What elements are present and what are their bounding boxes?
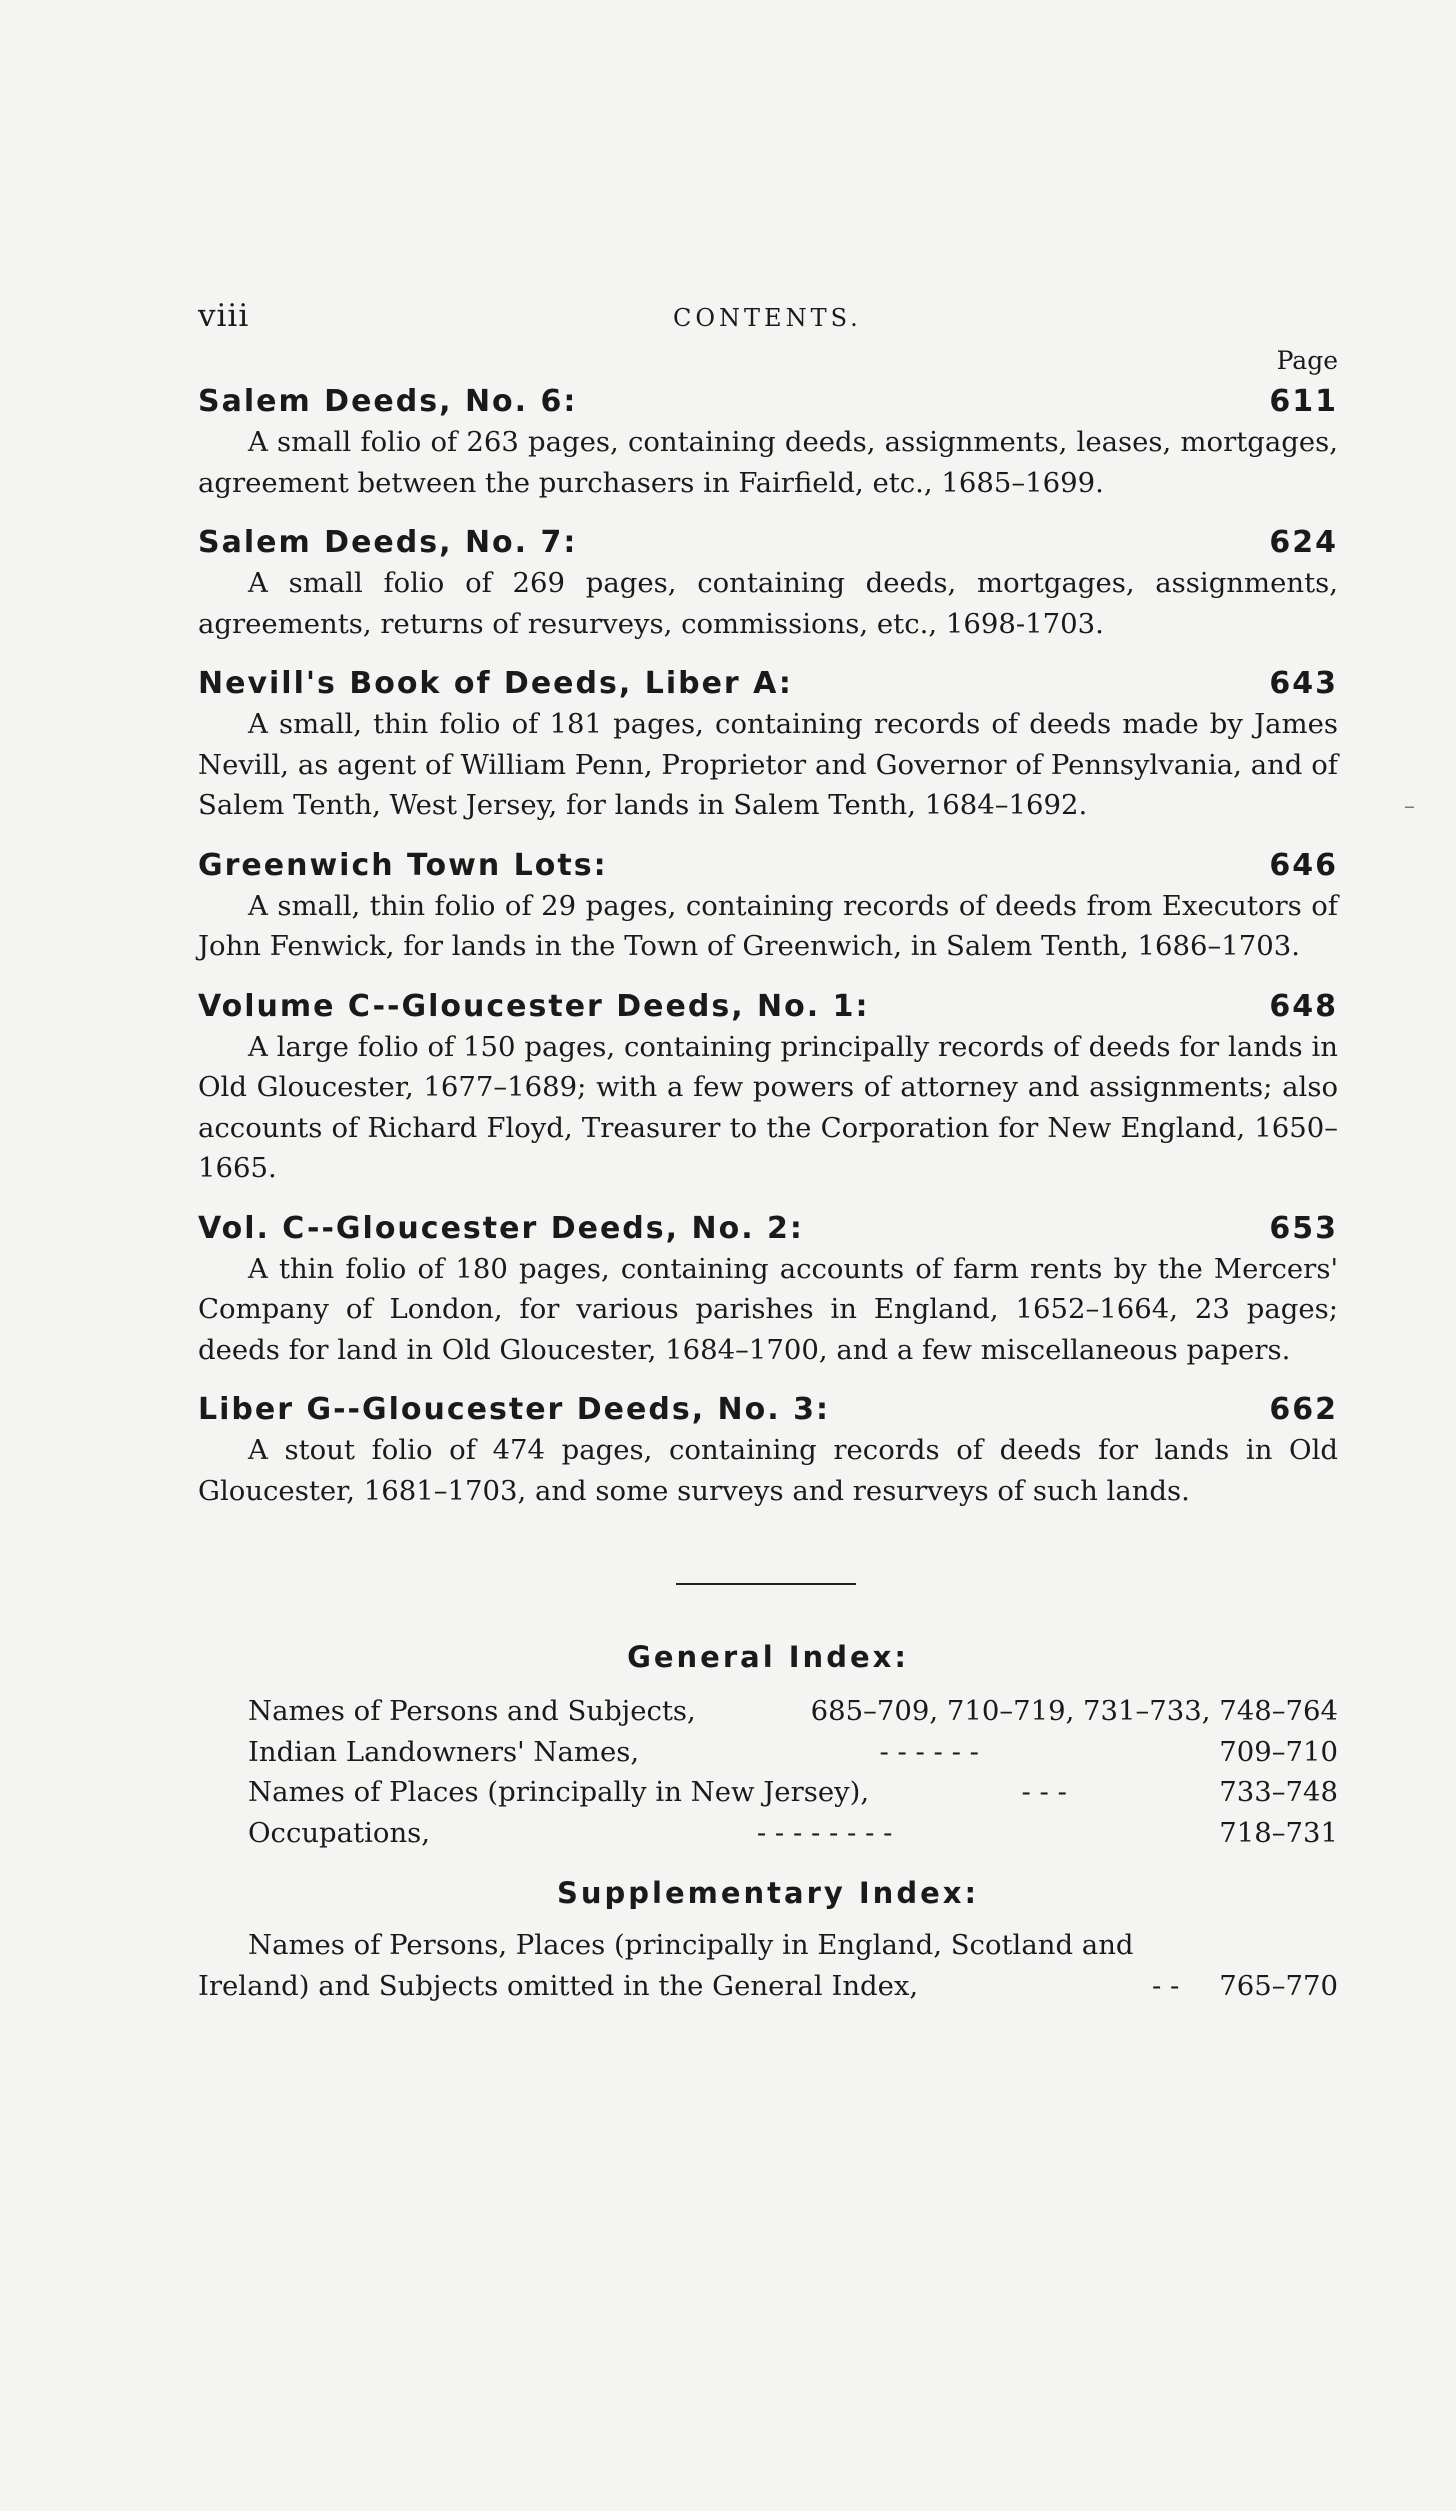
entry-page-number: 646 (1269, 847, 1338, 883)
contents-page (198, 298, 1338, 2006)
entry-page-number: 662 (1269, 1392, 1338, 1427)
supplementary-index-last-line (198, 1966, 1338, 2007)
supplementary-index-dashes: - - (1151, 1969, 1180, 2002)
contents-entries (198, 382, 1338, 1511)
entry-title: Nevill's Book of Deeds, Liber A: (198, 666, 793, 701)
contents-entry (198, 382, 1338, 503)
entry-page-number: 643 (1269, 666, 1338, 701)
entry-heading (198, 987, 1338, 1027)
entry-title: Salem Deeds, No. 7: (198, 525, 578, 560)
general-index-list (198, 1691, 1338, 1853)
index-row-dashes: - - - - - - (879, 1735, 979, 1768)
general-index-title: General Index: (627, 1640, 909, 1674)
entry-page-number: 624 (1269, 525, 1338, 560)
supplementary-index-pages: 765–770 (1219, 1969, 1338, 2002)
index-row-pages: 685–709, 710–719, 731–733, 748–764 (810, 1695, 1338, 1727)
index-row-dashes: - - - - - - - - (756, 1816, 893, 1849)
entry-description: A small, thin folio of 29 pages, containing records of deeds from Executors of John Fenwick, for lands in the Town of Greenwich, in Salem Tenth, 1686–1703. (198, 889, 1338, 962)
entry-title: Vol. C--Gloucester Deeds, No. 2: (198, 1210, 804, 1246)
entry-title: Greenwich Town Lots: (198, 847, 608, 883)
entry-title: Salem Deeds, No. 6: (198, 384, 578, 419)
index-row (248, 1813, 1338, 1854)
index-row-dashes (696, 1691, 811, 1732)
entry-page-number: 611 (1269, 384, 1338, 419)
index-row-pages: 733–748 (1219, 1776, 1338, 1808)
entry-description: A stout folio of 474 pages, containing records of deeds for lands in Old Gloucester, 1681–1703, and some surveys and resurveys of such lands. (198, 1434, 1338, 1507)
entry-description: A small, thin folio of 181 pages, containing records of deeds made by James Nevill, as agent of William Penn, Proprietor and Governor of Pennsylvania, and of Salem Tenth, West Jersey, for lands in Salem Tenth, 1684–1692. (198, 708, 1338, 821)
page-column-label: Page (1276, 346, 1338, 375)
entry-description: A small folio of 269 pages, containing deeds, mortgages, assignments, agreements, returns of resurveys, commissions, etc., 1698-1703. (198, 567, 1338, 640)
entry-title: Volume C--Gloucester Deeds, No. 1: (198, 988, 870, 1024)
entry-heading (198, 664, 1338, 704)
index-row (248, 1772, 1338, 1813)
index-row (248, 1691, 1338, 1732)
page-title: CONTENTS. (673, 304, 862, 332)
index-row-label: Indian Landowners' Names, (248, 1735, 640, 1768)
index-row-pages: 709–710 (1219, 1735, 1338, 1768)
entry-description: A large folio of 150 pages, containing principally records of deeds for lands in Old Gloucester, 1677–1689; with a few powers of attorney and assignments; also accounts of Richard Floyd, Treasurer to the Corporation for New England, 1650–1665. (198, 1030, 1338, 1184)
contents-entry (198, 1209, 1338, 1371)
entry-heading (198, 1390, 1338, 1430)
entry-page-number: 648 (1269, 988, 1338, 1024)
running-header (198, 298, 1338, 346)
supplementary-index-text-line1: Names of Persons, Places (principally in England, Scotland and (248, 1929, 1134, 1961)
entry-page-number: 653 (1269, 1210, 1338, 1246)
entry-description: A small folio of 263 pages, containing deeds, assignments, leases, mortgages, agreement between the purchasers in Fairfield, etc., 1685–1699. (198, 426, 1338, 499)
contents-entry (198, 523, 1338, 644)
contents-entry (198, 987, 1338, 1189)
index-row (248, 1732, 1338, 1773)
supplementary-index-text-line2: Ireland) and Subjects omitted in the General Index, (198, 1969, 919, 2002)
entry-description: A thin folio of 180 pages, containing accounts of farm rents by the Mercers' Company of London, for various parishes in England, 1652–1664, 23 pages; deeds for land in Old Gloucester, 1684–1700, and a few miscellaneous papers. (198, 1252, 1338, 1366)
entry-title: Liber G--Gloucester Deeds, No. 3: (198, 1392, 830, 1427)
index-row-label: Names of Places (principally in New Jersey), (248, 1776, 870, 1808)
entry-heading (198, 523, 1338, 563)
section-divider (676, 1583, 856, 1585)
margin-mark: – (1404, 794, 1415, 819)
contents-entry (198, 1390, 1338, 1511)
index-row-dashes: - - - (1021, 1776, 1067, 1808)
index-row-label: Occupations, (248, 1816, 431, 1849)
contents-entry (198, 664, 1338, 826)
index-row-pages: 718–731 (1219, 1816, 1338, 1849)
page-number: viii (198, 298, 250, 334)
index-row-label: Names of Persons and Subjects, (248, 1695, 696, 1727)
contents-entry (198, 846, 1338, 967)
entry-heading (198, 846, 1338, 886)
entry-heading (198, 1209, 1338, 1249)
supplementary-index-title: Supplementary Index: (556, 1876, 980, 1910)
entry-heading (198, 382, 1338, 422)
